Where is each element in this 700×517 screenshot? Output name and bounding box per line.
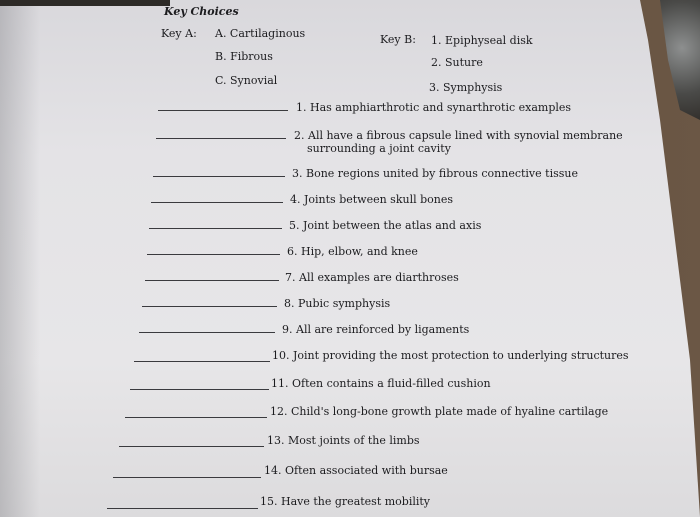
answer-blank-3[interactable] (153, 176, 285, 177)
question-15: 15. Have the greatest mobility (260, 495, 431, 508)
answer-blank-12[interactable] (125, 417, 267, 418)
page-shadow (0, 0, 40, 517)
answer-blank-9[interactable] (139, 332, 275, 333)
question-10: 10. Joint providing the most protection to underlying structures (272, 349, 629, 362)
answer-blank-6[interactable] (147, 254, 280, 255)
answer-blank-5[interactable] (149, 228, 282, 229)
key-a-option-c: C. Synovial (215, 74, 278, 87)
question-8: 8. Pubic symphysis (284, 297, 391, 310)
answer-blank-8[interactable] (142, 306, 277, 307)
key-b-option-1: 1. Epiphyseal disk (431, 34, 533, 47)
key-a-option-b: B. Fibrous (215, 50, 273, 63)
answer-blank-7[interactable] (145, 280, 279, 281)
answer-blank-1[interactable] (158, 110, 288, 111)
question-9: 9. All are reinforced by ligaments (282, 323, 470, 336)
question-5: 5. Joint between the atlas and axis (289, 219, 482, 232)
question-6: 6. Hip, elbow, and knee (287, 245, 418, 258)
question-11: 11. Often contains a fluid-filled cushion (271, 377, 491, 390)
question-2-continued: surrounding a joint cavity (307, 142, 451, 155)
key-choices-heading: Key Choices (164, 5, 239, 18)
key-a-option-a: A. Cartilaginous (215, 27, 306, 40)
question-4: 4. Joints between skull bones (290, 193, 454, 206)
key-b-option-2: 2. Suture (431, 56, 483, 69)
answer-blank-10[interactable] (134, 361, 270, 362)
answer-blank-14[interactable] (113, 477, 261, 478)
answer-blank-15[interactable] (107, 508, 258, 509)
question-12: 12. Child's long-bone growth plate made of hyaline cartilage (270, 405, 609, 418)
question-13: 13. Most joints of the limbs (267, 434, 420, 447)
answer-blank-13[interactable] (119, 446, 264, 447)
key-b-option-3: 3. Symphysis (429, 81, 503, 94)
question-7: 7. All examples are diarthroses (285, 271, 459, 284)
question-1: 1. Has amphiarthrotic and synarthrotic examples (296, 101, 572, 114)
answer-blank-2[interactable] (156, 138, 286, 139)
key-a-label: Key A: (161, 27, 197, 40)
answer-blank-4[interactable] (151, 202, 283, 203)
question-14: 14. Often associated with bursae (264, 464, 448, 477)
page-top-edge (0, 0, 170, 6)
key-b-label: Key B: (380, 33, 416, 46)
answer-blank-11[interactable] (130, 389, 269, 390)
question-3: 3. Bone regions united by fibrous connective tissue (292, 167, 578, 180)
question-2: 2. All have a fibrous capsule lined with synovial membrane (294, 129, 623, 142)
